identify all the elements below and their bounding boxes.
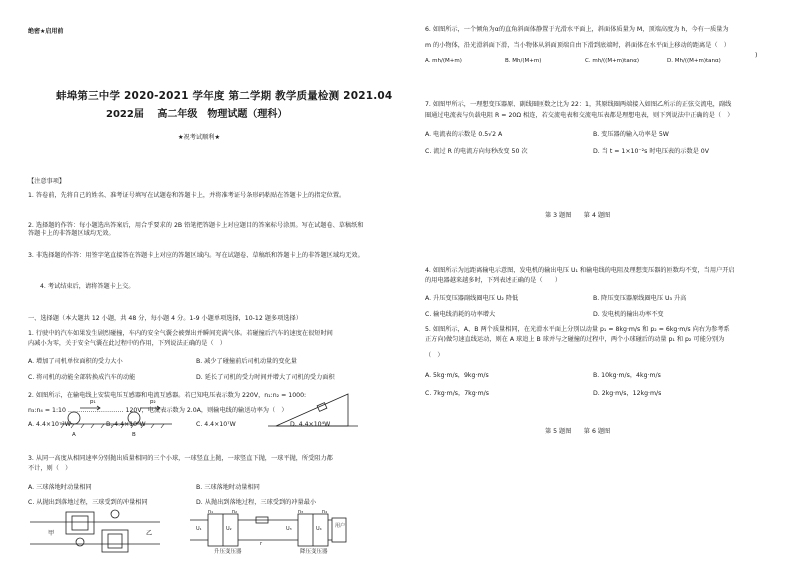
q7-stem-1: 7. 如图甲所示，一理想变压器原、副线圈匝数之比为 22：1，其原线圈两端接入如图乙所示的正弦交流电，副线 [425,101,732,108]
q7-option-b: B. 变压器的输入功率是 5W [593,131,669,138]
fig-label-n4: n₄ [322,509,328,515]
q4-option-c: C. 输电线消耗的功率增大 [425,311,496,318]
q4-option-d: D. 发电机的输出功率不变 [593,311,664,318]
fig-label-u4: U₄ [316,526,322,532]
notice-item-2: 2. 选择题的作答：每小题选出答案后，用合乎要求的 2B 铅笔把答题卡上对应题目的答案标号涂黑。写在试题卷、草稿纸和答题卡上的非答题区域均无效。 [28,222,364,238]
q7-option-c: C. 流过 R 的电流方向每秒改变 50 次 [425,148,528,155]
fig34-caption: 第 3 题图 第 4 题图 [545,212,611,219]
q6-option-b: B. Mh/(M+m) [505,58,542,64]
notice-heading: 【注意事项】 [28,178,66,185]
fig-label-u1: U₁ [196,526,202,532]
q7-option-d: D. 当 t = 1×10⁻²s 时电压表的示数是 0V [593,148,709,155]
q4-option-b: B. 降压变压器原线圈电压 U₃ 升高 [593,295,687,302]
q1-option-b: B. 减少了碰撞前后司机动量的变化量 [196,358,297,365]
q4-stem-1: 4. 如图所示为远距离输电示意图，发电机的输出电压 U₁ 和输电线的电阻及理想变压器的匝数均不变，当用户开启 [425,267,735,274]
exam-title: 蚌埠第三中学 2020-2021 学年度 第二学期 教学质量检测 2021.04 [56,90,393,102]
fig-label-jia: 甲 [48,530,55,537]
notice-item-3: 3. 非选择题的作答：用签字笔直接答在答题卡上对应的答题区域内。写在试题卷、草稿纸和答题卡上的非答题区域均无效。 [28,252,364,259]
label-ball-a: A [72,432,76,438]
fig-label-u3: U₃ [286,526,292,532]
fig-label-yi: 乙 [146,530,153,537]
q3-stem-1: 3. 从同一高度从相同速率分别抛出质量相同的三个小球，一球竖直上抛，一球竖直下抛，一球平抛，所受阻力都 [28,455,333,462]
section-heading: 一、选择题（本大题共 12 小题，共 48 分，每小题 4 分。1-9 小题单项选择，10-12 题多项选择） [28,315,302,322]
q2-option-d: D. 4.4×10⁴W [290,421,331,428]
q7-stem-2: 圈通过电流表与负载电阻 R = 20Ω 相连，若交流电表和交流电压表都是理想电表，则下列说法中正确的是（ ） [425,112,734,119]
q3-option-b: B. 三球落地时动量相同 [196,484,260,491]
exam-note: ★祝考试顺利★ [178,134,221,141]
q6-paren: ) [755,52,758,59]
q1-stem-1: 1. 行驶中的汽车如果发生剧烈碰撞，车内的安全气囊会被弹出并瞬间充满气体。若碰撞后汽车的速度在很短时间 [28,330,333,337]
q2-option-b: B. 4.4×10⁸W [106,421,146,428]
right-page [397,0,794,562]
q6-option-c: C. mh/((M+m)tanα) [585,58,639,64]
q5-option-c: C. 7kg·m/s，7kg·m/s [425,390,489,397]
q3-option-a: A. 三球落地时动量相同 [28,484,92,491]
fig-label-step-down: 降压变压器 [300,549,328,555]
q3-stem-2: 不计，则（ ） [28,465,72,472]
q3-option-d: D. 从抛出到落地过程，三球受到的冲量最小 [196,499,317,506]
fig-label-n2: n₂ [232,509,238,515]
q1-stem-2: 内减小为零，关于安全气囊在此过程中的作用，下列说法正确的是（ ） [28,340,226,347]
q6-stem-2: m 的小物体，沿光滑斜面下滑，当小物体从斜面顶端自由下滑到底端时，斜面体在水平面上移动的距离是（ ） [425,42,730,49]
q1-option-c: C. 将司机的动能全部转换成汽车的动能 [28,374,136,381]
notice-item-1: 1. 答卷前，先将自己的姓名、准考证号填写在试题卷和答题卡上，并将准考证号条形码粘贴在答题卡上的指定位置。 [28,192,346,199]
q1-option-d: D. 延长了司机的受力时间并增大了司机的受力面积 [196,374,335,381]
fig-label-n1: n₁ [208,509,214,515]
q2-option-c: C. 4.4×10⁷W [196,421,236,428]
q6-option-d: D. Mh/((M+m)tanα) [667,58,721,64]
label-p1: p₁ [90,399,96,405]
q2-option-a: A. 4.4×10⁻²W [28,421,71,428]
fig-label-u2: U₂ [226,526,232,532]
q7-option-a: A. 电流表的示数是 0.5√2 A [425,131,503,138]
q1-option-a: A. 增加了司机单位面积的受力大小 [28,358,123,365]
q6-stem-1: 6. 如图所示，一个倾角为α的直角斜面体静置于光滑水平面上，斜面体质量为 M，顶端高度为 h，今有一质量为 [425,26,729,33]
fig56-caption: 第 5 题图 第 6 题图 [545,428,611,435]
fig-label-user: 用户 [335,523,346,529]
q5-option-b: B. 10kg·m/s，4kg·m/s [593,372,661,379]
label-p2: p₂ [150,399,156,405]
exam-subtitle: 2022届 高二年级 物理试题（理科） [106,109,288,120]
fig-label-n3: n₃ [298,509,304,515]
q5-option-a: A. 5kg·m/s，9kg·m/s [425,372,489,379]
q5-stem-3: （ ） [425,352,444,359]
q2-stem-2: n₃:n₄ = 1:10 ……………………… 120V，电流表示数为 2.0A，则输电线的输送功率为（ ） [28,407,288,414]
fig-label-step-up: 升压变压器 [214,549,242,555]
q5-stem-1: 5. 如图所示，A、B 两个质量相同，在光滑水平面上分别以动量 p₁ = 8kg·m/s 和 p₂ = 6kg·m/s 向右为参考系 [425,326,730,333]
secret-label: 绝密★启用前 [28,28,64,35]
q5-option-d: D. 2kg·m/s，12kg·m/s [593,390,662,397]
label-ball-b: B [132,432,136,438]
q5-stem-2: 正方向)做匀速直线运动，则在 A 球追上 B 球并与之碰撞的过程中，两个小球碰后的动量 p₁ 和 p₂ 可能分别为 [425,336,725,343]
fig-label-r: r [260,541,263,547]
q3-option-c: C. 从抛出到落地过程，三球受到的冲量相同 [28,499,148,506]
q4-option-a: A. 升压变压器副线圈电压 U₂ 降低 [425,295,519,302]
notice-item-4: 4. 考试结束后，请将答题卡上交。 [40,283,135,290]
q6-option-a: A. mh/(M+m) [425,58,462,64]
q2-stem-1: 2. 如图所示，在输电线上安装电压互感器和电流互感器。若已知电压表示数为 220V，n₁:n₂ = 1000: [28,392,307,399]
q4-stem-2: 的用电器越来越多时，下列表述正确的是（ ） [425,277,562,284]
